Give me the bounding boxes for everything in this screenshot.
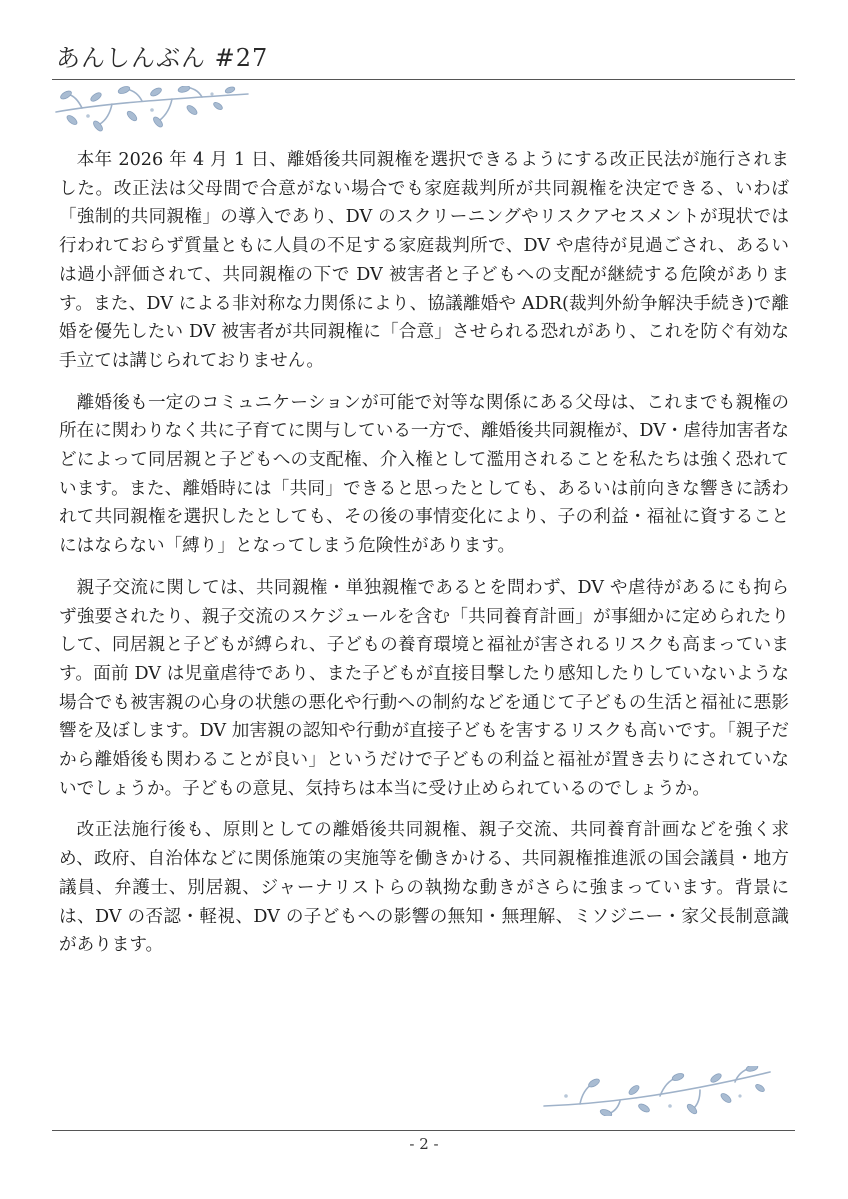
leaf-vine-icon (52, 86, 252, 136)
article-body (59, 146, 789, 973)
paragraph: 離婚後も一定のコミュニケーションが可能で対等な関係にある父母は、これまでも親権の所在に関わりなく共に子育てに関与している一方で、離婚後共同親権が、DV・虐待加害者などによって同居親と子どもへの支配権、介入権として濫用されることを私たちは強く恐れています。また、離婚時には「共同」できると思ったとしても、あるいは前向きな響きに誘われて共同親権を選択したとしても、その後の事情変化により、子の利益・福祉に資することにはならない「縛り」となってしまう危険性があります。 (59, 392, 789, 557)
newsletter-title: あんしんぶん #27 (56, 44, 269, 72)
footer-divider (52, 1130, 795, 1131)
paragraph: 本年 2026 年 4 月 1 日、離婚後共同親権を選択できるようにする改正民法が施行されました。改正法は父母間で合意がない場合でも家庭裁判所が共同親権を決定できる、いわば「強制的共同親権」の導入であり、DV のスクリーニングやリスクアセスメントが現状では行われておらず質量ともに人員の不足する家庭裁判所で、DV や虐待が見過ごされ、あるいは過小評価されて、共同親権の下で DV 被害者と子どもへの支配が継続する危険があります。また、DV による非対称な力関係により、協議離婚や ADR(裁判外紛争解決手続き)で離婚を優先したい DV 被害者が共同親権に「合意」させられる恐れがあり、これを防ぐ有効な手立ては講じられておりません。 (59, 150, 789, 371)
page-number: - 2 - (409, 1135, 439, 1153)
paragraph: 親子交流に関しては、共同親権・単独親権であるとを問わず、DV や虐待があるにも拘らず強要されたり、親子交流のスケジュールを含む「共同養育計画」が事細かに定められたりして、同居親と子どもが縛られ、子どもの養育環境と福祉が害されるリスクも高まっています。面前 DV は児童虐待であり、また子どもが直接目撃したり感知したりしていないような場合でも被害親の心身の状態の悪化や行動への制約などを通じて子どもの生活と福祉に悪影響を及ぼします。DV 加害親の認知や行動が直接子どもを害するリスクも高いです。「親子だから離婚後も関わることが良い」というだけで子どもの利益と福祉が置き去りにされていないでしょうか。子どもの意見、気持ちは本当に受け止められているのでしょうか。 (59, 577, 789, 799)
leaf-vine-icon (540, 1066, 775, 1116)
paragraph: 改正法施行後も、原則としての離婚後共同親権、親子交流、共同養育計画などを強く求め、政府、自治体などに関係施策の実施等を働きかける、共同親権推進派の国会議員・地方議員、弁護士、別居親、ジャーナリストらの執拗な動きがさらに強まっています。背景には、DV の否認・軽視、DV の子どもへの影響の無知・無理解、ミソジニー・家父長制意識があります。 (59, 820, 789, 956)
header-divider (52, 79, 795, 80)
